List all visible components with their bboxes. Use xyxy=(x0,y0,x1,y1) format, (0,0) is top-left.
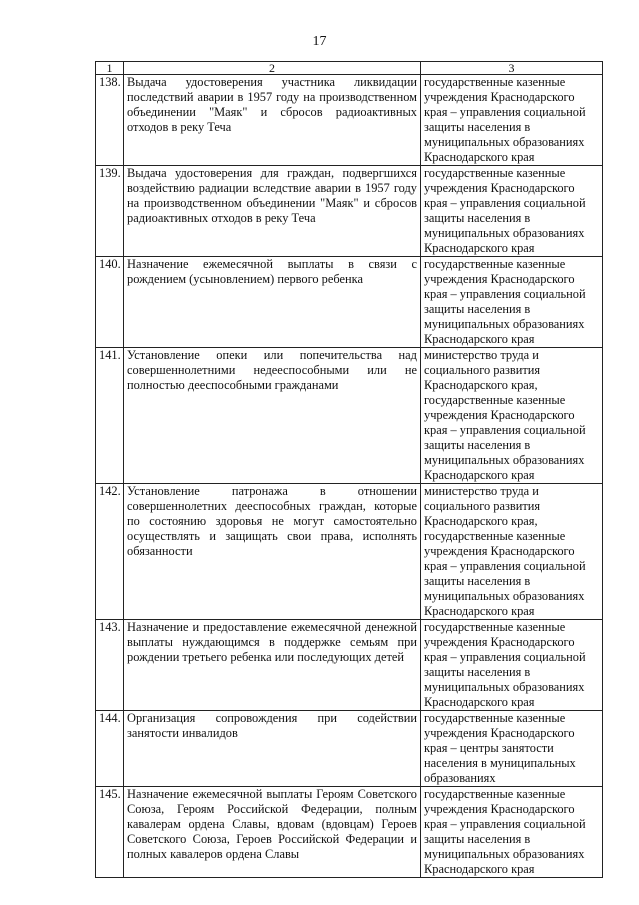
services-table xyxy=(95,61,603,878)
responsible-organization: государственные казенные учреждения Краснодарского края – управления социальной защиты населения в муниципальных образованиях Краснодарского края xyxy=(421,257,603,348)
responsible-organization: государственные казенные учреждения Краснодарского края – управления социальной защиты населения в муниципальных образованиях Краснодарского края xyxy=(421,620,603,711)
row-number: 141. xyxy=(96,348,124,484)
column-header-organization: 3 xyxy=(421,62,603,75)
page-number: 17 xyxy=(312,34,327,49)
row-number: 140. xyxy=(96,257,124,348)
row-number: 138. xyxy=(96,75,124,166)
table-row xyxy=(96,620,603,711)
table-row xyxy=(96,166,603,257)
responsible-organization: государственные казенные учреждения Краснодарского края – управления социальной защиты населения в муниципальных образованиях Краснодарского края xyxy=(421,787,603,878)
service-name: Назначение и предоставление ежемесячной денежной выплаты нуждающимся в поддержке семьям при рождении третьего ребенка или последующих детей xyxy=(124,620,421,711)
column-header-number: 1 xyxy=(96,62,124,75)
column-header-service: 2 xyxy=(124,62,421,75)
service-name: Выдача удостоверения для граждан, подвергшихся воздействию радиации вследствие аварии в 1957 году на производственном объединении "Маяк" и сбросов радиоактивных отходов в реку Теча xyxy=(124,166,421,257)
service-name: Установление патронажа в отношении совершеннолетних дееспособных граждан, которые по состоянию здоровья не могут самостоятельно осуществлять и защищать свои права, исполнять обязанности xyxy=(124,484,421,620)
service-name: Назначение ежемесячной выплаты в связи с рождением (усыновлением) первого ребенка xyxy=(124,257,421,348)
table-row xyxy=(96,257,603,348)
table-row xyxy=(96,484,603,620)
responsible-organization: министерство труда и социального развития Краснодарского края, государственные казенные учреждения Краснодарского края – управления социальной защиты населения в муниципальных образованиях Краснодарского края xyxy=(421,348,603,484)
table-row xyxy=(96,711,603,787)
responsible-organization: государственные казенные учреждения Краснодарского края – управления социальной защиты населения в муниципальных образованиях Краснодарского края xyxy=(421,75,603,166)
row-number: 145. xyxy=(96,787,124,878)
responsible-organization: министерство труда и социального развития Краснодарского края, государственные казенные учреждения Краснодарского края – управления социальной защиты населения в муниципальных образованиях Краснодарского края xyxy=(421,484,603,620)
responsible-organization: государственные казенные учреждения Краснодарского края – центры занятости населения в муниципальных образованиях xyxy=(421,711,603,787)
service-name: Назначение ежемесячной выплаты Героям Советского Союза, Героям Российской Федерации, полным кавалерам ордена Славы, вдовам (вдовцам) Героев Советского Союза, Героев Российской Федерации и полных кавалеров ордена Славы xyxy=(124,787,421,878)
row-number: 143. xyxy=(96,620,124,711)
row-number: 144. xyxy=(96,711,124,787)
row-number: 142. xyxy=(96,484,124,620)
service-name: Организация сопровождения при содействии занятости инвалидов xyxy=(124,711,421,787)
row-number: 139. xyxy=(96,166,124,257)
table-row xyxy=(96,787,603,878)
service-name: Выдача удостоверения участника ликвидации последствий аварии в 1957 году на производственном объединении "Маяк" и сбросов радиоактивных отходов в реку Теча xyxy=(124,75,421,166)
responsible-organization: государственные казенные учреждения Краснодарского края – управления социальной защиты населения в муниципальных образованиях Краснодарского края xyxy=(421,166,603,257)
table-header-row xyxy=(96,62,603,75)
table-row xyxy=(96,75,603,166)
service-name: Установление опеки или попечительства над совершеннолетними недееспособными или не полностью дееспособными гражданами xyxy=(124,348,421,484)
table-row xyxy=(96,348,603,484)
